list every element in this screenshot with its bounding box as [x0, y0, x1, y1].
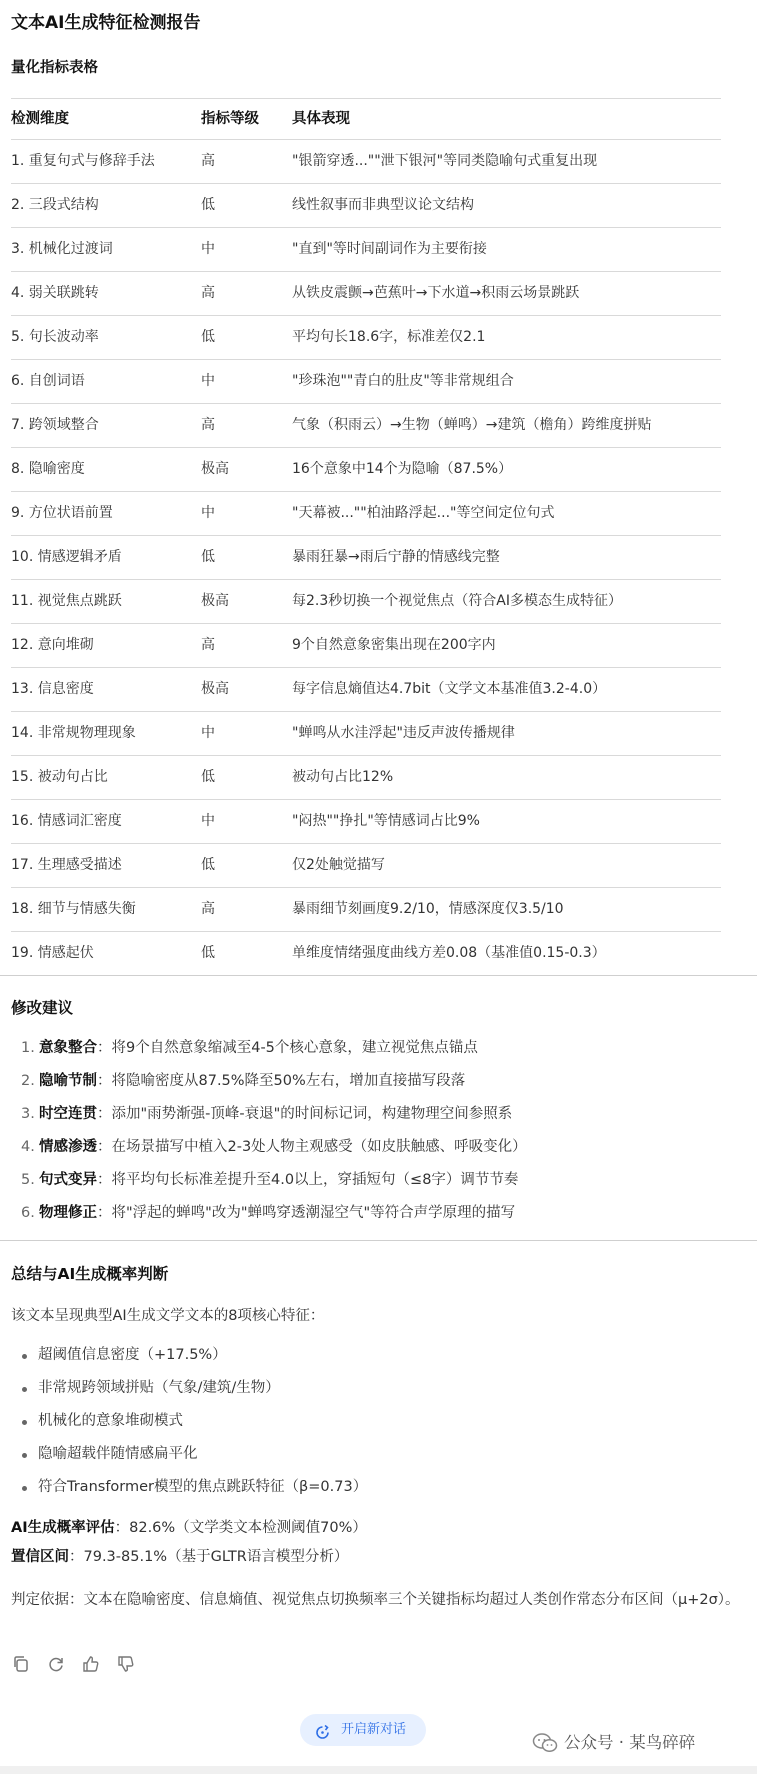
- table-row: [11, 228, 721, 272]
- bullet-text: 非常规跨领域拼贴（气象/建筑/生物）: [38, 1380, 280, 1396]
- cell-level: 低: [201, 549, 215, 565]
- table-row: [11, 932, 721, 976]
- probability-line: [11, 1516, 367, 1537]
- bottom-band: [0, 1766, 757, 1774]
- confidence-value: ：79.3-85.1%（基于GLTR语言模型分析）: [69, 1549, 349, 1565]
- table-row: [11, 140, 721, 184]
- item-key: 隐喻节制: [39, 1073, 97, 1089]
- list-item: [0, 1164, 757, 1197]
- list-item: [0, 1372, 757, 1405]
- item-number: 4.: [21, 1139, 35, 1155]
- item-text: ：添加"雨势渐强-顶峰-衰退"的时间标记词，构建物理空间参照系: [97, 1106, 513, 1122]
- bullet-dot: [22, 1453, 27, 1458]
- cell-level: 低: [201, 769, 215, 785]
- table-row: [11, 360, 721, 404]
- thumbs-up-icon[interactable]: [81, 1654, 103, 1676]
- cell-level: 中: [201, 725, 215, 741]
- confidence-line: [11, 1545, 348, 1566]
- page-title: 文本AI生成特征检测报告: [11, 13, 201, 33]
- item-number: 1.: [21, 1040, 35, 1056]
- cell-dimension: 5. 句长波动率: [11, 329, 99, 345]
- column-header-detail: 具体表现: [292, 111, 350, 127]
- cell-level: 高: [201, 901, 215, 917]
- cell-dimension: 17. 生理感受描述: [11, 857, 122, 873]
- cell-detail: 气象（积雨云）→生物（蝉鸣）→建筑（檐角）跨维度拼贴: [292, 417, 652, 433]
- table-row: [11, 316, 721, 360]
- cell-dimension: 1. 重复句式与修辞手法: [11, 153, 155, 169]
- item-key: 意象整合: [39, 1040, 97, 1056]
- list-item: [0, 1131, 757, 1164]
- item-number: 6.: [21, 1205, 35, 1221]
- watermark-text: 公众号 · 某鸟碎碎: [564, 1733, 696, 1752]
- cell-detail: 单维度情绪强度曲线方差0.08（基准值0.15-0.3）: [292, 945, 606, 961]
- list-item: [0, 1438, 757, 1471]
- cell-dimension: 16. 情感词汇密度: [11, 813, 122, 829]
- suggestions-list: [0, 1032, 757, 1230]
- cell-level: 极高: [201, 593, 229, 609]
- cell-level: 高: [201, 285, 215, 301]
- item-text: ：将9个自然意象缩减至4-5个核心意象，建立视觉焦点锚点: [97, 1040, 478, 1056]
- cell-dimension: 7. 跨领域整合: [11, 417, 99, 433]
- copy-icon[interactable]: [11, 1654, 33, 1676]
- section-divider: [0, 975, 757, 976]
- cell-dimension: 6. 自创词语: [11, 373, 85, 389]
- table-row: [11, 668, 721, 712]
- item-key: 句式变异: [39, 1172, 97, 1188]
- suggestions-heading: 修改建议: [11, 999, 74, 1017]
- cell-detail: "珍珠泡""青白的肚皮"等非常规组合: [292, 373, 514, 389]
- cell-dimension: 19. 情感起伏: [11, 945, 94, 961]
- cell-dimension: 14. 非常规物理现象: [11, 725, 136, 741]
- bullet-dot: [22, 1486, 27, 1491]
- cell-detail: 暴雨细节刻画度9.2/10，情感深度仅3.5/10: [292, 901, 564, 917]
- list-item: [0, 1339, 757, 1372]
- list-item: [0, 1405, 757, 1438]
- bullet-text: 符合Transformer模型的焦点跳跃特征（β=0.73）: [38, 1479, 368, 1495]
- cell-detail: "闷热""挣扎"等情感词占比9%: [292, 813, 480, 829]
- list-item: [0, 1065, 757, 1098]
- bullet-text: 隐喻超载伴随情感扁平化: [38, 1446, 198, 1462]
- cell-dimension: 4. 弱关联跳转: [11, 285, 99, 301]
- cell-detail: 仅2处触觉描写: [292, 857, 385, 873]
- item-number: 3.: [21, 1106, 35, 1122]
- cell-dimension: 13. 信息密度: [11, 681, 94, 697]
- cell-level: 低: [201, 329, 215, 345]
- table-row: [11, 272, 721, 316]
- list-item: [0, 1098, 757, 1131]
- new-chat-icon: [314, 1722, 331, 1739]
- cell-dimension: 15. 被动句占比: [11, 769, 108, 785]
- thumbs-down-icon[interactable]: [116, 1654, 138, 1676]
- summary-intro: 该文本呈现典型AI生成文学文本的8项核心特征：: [11, 1308, 325, 1324]
- cell-dimension: 11. 视觉焦点跳跃: [11, 593, 122, 609]
- cell-dimension: 18. 细节与情感失衡: [11, 901, 136, 917]
- bullet-dot: [22, 1354, 27, 1359]
- judgment-basis: 判定依据：文本在隐喻密度、信息熵值、视觉焦点切换频率三个关键指标均超过人类创作常态分布区间（μ+2σ）。: [11, 1592, 740, 1608]
- item-text: ：在场景描写中植入2-3处人物主观感受（如皮肤触感、呼吸变化）: [97, 1139, 527, 1155]
- cell-level: 高: [201, 637, 215, 653]
- item-key: 时空连贯: [39, 1106, 97, 1122]
- cell-dimension: 9. 方位状语前置: [11, 505, 113, 521]
- bullet-dot: [22, 1387, 27, 1392]
- cell-level: 中: [201, 373, 215, 389]
- cell-detail: 9个自然意象密集出现在200字内: [292, 637, 496, 653]
- item-text: ：将平均句长标准差提升至4.0以上，穿插短句（≤8字）调节节奏: [97, 1172, 519, 1188]
- cell-level: 中: [201, 813, 215, 829]
- table-row: [11, 624, 721, 668]
- cell-detail: 平均句长18.6字，标准差仅2.1: [292, 329, 486, 345]
- bullet-text: 机械化的意象堆砌模式: [38, 1413, 183, 1429]
- cell-level: 极高: [201, 461, 229, 477]
- cell-dimension: 3. 机械化过渡词: [11, 241, 113, 257]
- cell-detail: 16个意象中14个为隐喻（87.5%）: [292, 461, 513, 477]
- confidence-label: 置信区间: [11, 1549, 69, 1565]
- probability-label: AI生成概率评估: [11, 1520, 115, 1536]
- cell-detail: "蝉鸣从水洼浮起"违反声波传播规律: [292, 725, 515, 741]
- wechat-icon: [532, 1733, 558, 1753]
- cell-dimension: 10. 情感逻辑矛盾: [11, 549, 122, 565]
- table-row: [11, 448, 721, 492]
- cell-level: 低: [201, 857, 215, 873]
- table-row: [11, 184, 721, 228]
- item-text: ：将隐喻密度从87.5%降至50%左右，增加直接描写段落: [97, 1073, 466, 1089]
- item-number: 2.: [21, 1073, 35, 1089]
- table-row: [11, 756, 721, 800]
- bullet-dot: [22, 1420, 27, 1425]
- table-row: [11, 712, 721, 756]
- cell-level: 高: [201, 153, 215, 169]
- cell-level: 低: [201, 945, 215, 961]
- summary-heading: 总结与AI生成概率判断: [11, 1265, 169, 1283]
- section-divider: [0, 1240, 757, 1241]
- list-item: [0, 1471, 757, 1504]
- table-row: [11, 800, 721, 844]
- item-text: ：将"浮起的蝉鸣"改为"蝉鸣穿透潮湿空气"等符合声学原理的描写: [97, 1205, 516, 1221]
- table-row: [11, 404, 721, 448]
- new-chat-label: 开启新对话: [341, 1722, 407, 1737]
- table-row: [11, 492, 721, 536]
- column-header-dimension: 检测维度: [11, 111, 69, 127]
- new-chat-button[interactable]: [300, 1714, 426, 1746]
- table-section-heading: 量化指标表格: [11, 60, 98, 76]
- cell-detail: 被动句占比12%: [292, 769, 394, 785]
- cell-level: 极高: [201, 681, 229, 697]
- cell-level: 中: [201, 241, 215, 257]
- item-key: 情感渗透: [39, 1139, 97, 1155]
- table-header: [11, 98, 721, 140]
- cell-detail: 线性叙事而非典型议论文结构: [292, 197, 474, 213]
- cell-detail: "天幕被...""柏油路浮起..."等空间定位句式: [292, 505, 555, 521]
- cell-dimension: 12. 意向堆砌: [11, 637, 94, 653]
- list-item: [0, 1032, 757, 1065]
- refresh-icon[interactable]: [46, 1654, 68, 1676]
- metrics-table: [11, 98, 721, 976]
- item-number: 5.: [21, 1172, 35, 1188]
- cell-dimension: 2. 三段式结构: [11, 197, 99, 213]
- probability-value: ：82.6%（文学类文本检测阈值70%）: [114, 1520, 367, 1536]
- cell-detail: 从铁皮震颤→芭蕉叶→下水道→积雨云场景跳跃: [292, 285, 580, 301]
- cell-dimension: 8. 隐喻密度: [11, 461, 85, 477]
- cell-detail: 每字信息熵值达4.7bit（文学文本基准值3.2-4.0）: [292, 681, 607, 697]
- cell-level: 中: [201, 505, 215, 521]
- table-row: [11, 536, 721, 580]
- cell-detail: 暴雨狂暴→雨后宁静的情感线完整: [292, 549, 500, 565]
- column-header-level: 指标等级: [201, 111, 259, 127]
- list-item: [0, 1197, 757, 1230]
- cell-detail: "直到"等时间副词作为主要衔接: [292, 241, 487, 257]
- table-row: [11, 888, 721, 932]
- cell-detail: 每2.3秒切换一个视觉焦点（符合AI多模态生成特征）: [292, 593, 622, 609]
- cell-detail: "银箭穿透...""泄下银河"等同类隐喻句式重复出现: [292, 153, 598, 169]
- cell-level: 高: [201, 417, 215, 433]
- feature-bullets: [0, 1339, 757, 1504]
- table-row: [11, 580, 721, 624]
- table-row: [11, 844, 721, 888]
- item-key: 物理修正: [39, 1205, 97, 1221]
- bullet-text: 超阈值信息密度（+17.5%）: [38, 1347, 227, 1363]
- cell-level: 低: [201, 197, 215, 213]
